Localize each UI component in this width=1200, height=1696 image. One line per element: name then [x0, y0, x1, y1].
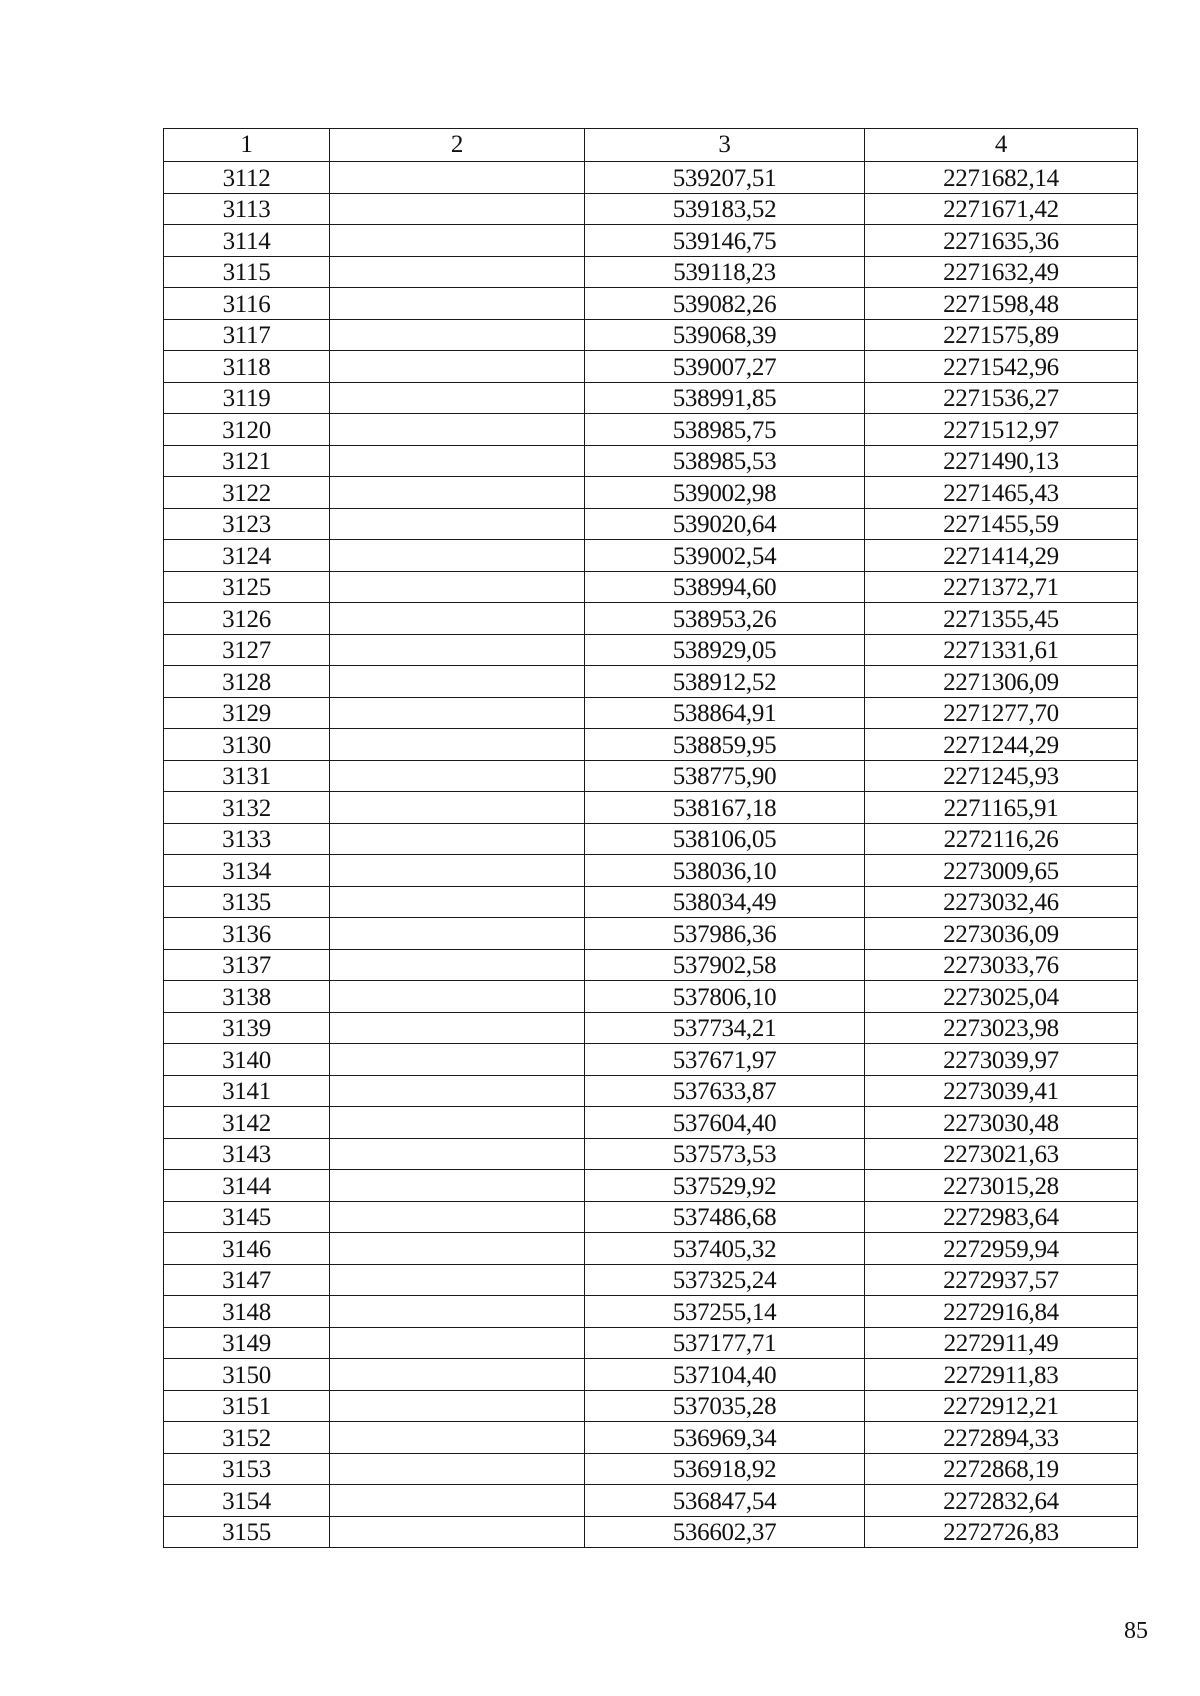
column-2-cell — [330, 1012, 585, 1044]
point-number-cell: 3135 — [164, 886, 330, 918]
point-number-cell: 3141 — [164, 1075, 330, 1107]
x-coordinate-cell: 539183,52 — [585, 193, 865, 225]
table-row — [164, 823, 1138, 855]
y-coordinate-cell: 2273015,28 — [865, 1170, 1138, 1202]
column-2-cell — [330, 162, 585, 194]
table-body — [164, 162, 1138, 1548]
column-2-cell — [330, 1107, 585, 1139]
x-coordinate-cell: 537104,40 — [585, 1359, 865, 1391]
table-row — [164, 603, 1138, 635]
table-row — [164, 508, 1138, 540]
x-coordinate-cell: 537902,58 — [585, 949, 865, 981]
column-2-cell — [330, 823, 585, 855]
point-number-cell: 3112 — [164, 162, 330, 194]
y-coordinate-cell: 2273033,76 — [865, 949, 1138, 981]
table-row — [164, 1138, 1138, 1170]
x-coordinate-cell: 537986,36 — [585, 918, 865, 950]
table-row — [164, 1201, 1138, 1233]
point-number-cell: 3119 — [164, 382, 330, 414]
point-number-cell: 3131 — [164, 760, 330, 792]
point-number-cell: 3118 — [164, 351, 330, 383]
point-number-cell: 3137 — [164, 949, 330, 981]
table-row — [164, 1359, 1138, 1391]
y-coordinate-cell: 2271632,49 — [865, 256, 1138, 288]
column-2-cell — [330, 540, 585, 572]
y-coordinate-cell: 2271542,96 — [865, 351, 1138, 383]
y-coordinate-cell: 2272868,19 — [865, 1453, 1138, 1485]
x-coordinate-cell: 539207,51 — [585, 162, 865, 194]
table-row — [164, 1516, 1138, 1548]
x-coordinate-cell: 537177,71 — [585, 1327, 865, 1359]
x-coordinate-cell: 538912,52 — [585, 666, 865, 698]
x-coordinate-cell: 538106,05 — [585, 823, 865, 855]
column-2-cell — [330, 1453, 585, 1485]
header-row — [164, 129, 1138, 162]
table-row — [164, 1233, 1138, 1265]
y-coordinate-cell: 2272832,64 — [865, 1485, 1138, 1517]
table-row — [164, 319, 1138, 351]
x-coordinate-cell: 539118,23 — [585, 256, 865, 288]
point-number-cell: 3146 — [164, 1233, 330, 1265]
x-coordinate-cell: 537325,24 — [585, 1264, 865, 1296]
table-row — [164, 445, 1138, 477]
column-header-4: 4 — [865, 129, 1138, 162]
column-2-cell — [330, 351, 585, 383]
table-row — [164, 981, 1138, 1013]
point-number-cell: 3138 — [164, 981, 330, 1013]
y-coordinate-cell: 2273030,48 — [865, 1107, 1138, 1139]
y-coordinate-cell: 2271331,61 — [865, 634, 1138, 666]
y-coordinate-cell: 2271277,70 — [865, 697, 1138, 729]
point-number-cell: 3153 — [164, 1453, 330, 1485]
y-coordinate-cell: 2272116,26 — [865, 823, 1138, 855]
table-row — [164, 225, 1138, 257]
table-row — [164, 918, 1138, 950]
x-coordinate-cell: 536969,34 — [585, 1422, 865, 1454]
column-2-cell — [330, 792, 585, 824]
y-coordinate-cell: 2273039,41 — [865, 1075, 1138, 1107]
table-row — [164, 697, 1138, 729]
y-coordinate-cell: 2272937,57 — [865, 1264, 1138, 1296]
column-2-cell — [330, 382, 585, 414]
point-number-cell: 3115 — [164, 256, 330, 288]
column-2-cell — [330, 886, 585, 918]
y-coordinate-cell: 2273021,63 — [865, 1138, 1138, 1170]
y-coordinate-cell: 2271598,48 — [865, 288, 1138, 320]
x-coordinate-cell: 538994,60 — [585, 571, 865, 603]
point-number-cell: 3122 — [164, 477, 330, 509]
y-coordinate-cell: 2271465,43 — [865, 477, 1138, 509]
x-coordinate-cell: 537671,97 — [585, 1044, 865, 1076]
y-coordinate-cell: 2272916,84 — [865, 1296, 1138, 1328]
column-2-cell — [330, 1327, 585, 1359]
point-number-cell: 3154 — [164, 1485, 330, 1517]
point-number-cell: 3142 — [164, 1107, 330, 1139]
table-row — [164, 162, 1138, 194]
column-2-cell — [330, 1296, 585, 1328]
table-row — [164, 1296, 1138, 1328]
x-coordinate-cell: 538034,49 — [585, 886, 865, 918]
x-coordinate-cell: 538775,90 — [585, 760, 865, 792]
column-2-cell — [330, 634, 585, 666]
table-row — [164, 949, 1138, 981]
column-2-cell — [330, 477, 585, 509]
y-coordinate-cell: 2272912,21 — [865, 1390, 1138, 1422]
table-row — [164, 1044, 1138, 1076]
x-coordinate-cell: 538991,85 — [585, 382, 865, 414]
table-row — [164, 1075, 1138, 1107]
table-row — [164, 1107, 1138, 1139]
y-coordinate-cell: 2273009,65 — [865, 855, 1138, 887]
table-row — [164, 288, 1138, 320]
column-2-cell — [330, 1075, 585, 1107]
y-coordinate-cell: 2272959,94 — [865, 1233, 1138, 1265]
x-coordinate-cell: 537573,53 — [585, 1138, 865, 1170]
column-2-cell — [330, 855, 585, 887]
point-number-cell: 3117 — [164, 319, 330, 351]
x-coordinate-cell: 538859,95 — [585, 729, 865, 761]
point-number-cell: 3113 — [164, 193, 330, 225]
y-coordinate-cell: 2273039,97 — [865, 1044, 1138, 1076]
point-number-cell: 3152 — [164, 1422, 330, 1454]
x-coordinate-cell: 539146,75 — [585, 225, 865, 257]
column-2-cell — [330, 225, 585, 257]
column-2-cell — [330, 1359, 585, 1391]
point-number-cell: 3139 — [164, 1012, 330, 1044]
column-2-cell — [330, 256, 585, 288]
table-row — [164, 634, 1138, 666]
point-number-cell: 3151 — [164, 1390, 330, 1422]
point-number-cell: 3116 — [164, 288, 330, 320]
column-2-cell — [330, 760, 585, 792]
table-row — [164, 1327, 1138, 1359]
column-2-cell — [330, 508, 585, 540]
column-2-cell — [330, 949, 585, 981]
x-coordinate-cell: 538929,05 — [585, 634, 865, 666]
x-coordinate-cell: 537405,32 — [585, 1233, 865, 1265]
point-number-cell: 3132 — [164, 792, 330, 824]
y-coordinate-cell: 2272894,33 — [865, 1422, 1138, 1454]
y-coordinate-cell: 2271512,97 — [865, 414, 1138, 446]
column-2-cell — [330, 1233, 585, 1265]
x-coordinate-cell: 539002,54 — [585, 540, 865, 572]
x-coordinate-cell: 539020,64 — [585, 508, 865, 540]
x-coordinate-cell: 536918,92 — [585, 1453, 865, 1485]
column-2-cell — [330, 319, 585, 351]
y-coordinate-cell: 2273023,98 — [865, 1012, 1138, 1044]
point-number-cell: 3155 — [164, 1516, 330, 1548]
table-header — [164, 129, 1138, 162]
table-row — [164, 792, 1138, 824]
point-number-cell: 3123 — [164, 508, 330, 540]
column-2-cell — [330, 1422, 585, 1454]
point-number-cell: 3125 — [164, 571, 330, 603]
point-number-cell: 3145 — [164, 1201, 330, 1233]
y-coordinate-cell: 2273032,46 — [865, 886, 1138, 918]
y-coordinate-cell: 2271165,91 — [865, 792, 1138, 824]
point-number-cell: 3144 — [164, 1170, 330, 1202]
point-number-cell: 3114 — [164, 225, 330, 257]
x-coordinate-cell: 536847,54 — [585, 1485, 865, 1517]
x-coordinate-cell: 537604,40 — [585, 1107, 865, 1139]
table-row — [164, 193, 1138, 225]
y-coordinate-cell: 2271682,14 — [865, 162, 1138, 194]
column-2-cell — [330, 1485, 585, 1517]
x-coordinate-cell: 536602,37 — [585, 1516, 865, 1548]
column-2-cell — [330, 1264, 585, 1296]
y-coordinate-cell: 2271245,93 — [865, 760, 1138, 792]
table-row — [164, 729, 1138, 761]
column-2-cell — [330, 288, 585, 320]
x-coordinate-cell: 539082,26 — [585, 288, 865, 320]
column-2-cell — [330, 666, 585, 698]
y-coordinate-cell: 2271671,42 — [865, 193, 1138, 225]
column-2-cell — [330, 571, 585, 603]
x-coordinate-cell: 539068,39 — [585, 319, 865, 351]
table-row — [164, 760, 1138, 792]
x-coordinate-cell: 538167,18 — [585, 792, 865, 824]
x-coordinate-cell: 537529,92 — [585, 1170, 865, 1202]
x-coordinate-cell: 537486,68 — [585, 1201, 865, 1233]
coordinates-table — [163, 128, 1138, 1548]
table-row — [164, 1264, 1138, 1296]
x-coordinate-cell: 539007,27 — [585, 351, 865, 383]
point-number-cell: 3124 — [164, 540, 330, 572]
y-coordinate-cell: 2272911,49 — [865, 1327, 1138, 1359]
table-row — [164, 1422, 1138, 1454]
y-coordinate-cell: 2271355,45 — [865, 603, 1138, 635]
table-row — [164, 351, 1138, 383]
column-2-cell — [330, 1516, 585, 1548]
y-coordinate-cell: 2271306,09 — [865, 666, 1138, 698]
y-coordinate-cell: 2272911,83 — [865, 1359, 1138, 1391]
y-coordinate-cell: 2271490,13 — [865, 445, 1138, 477]
table-row — [164, 540, 1138, 572]
column-2-cell — [330, 729, 585, 761]
y-coordinate-cell: 2271455,59 — [865, 508, 1138, 540]
column-2-cell — [330, 193, 585, 225]
column-2-cell — [330, 1044, 585, 1076]
point-number-cell: 3128 — [164, 666, 330, 698]
column-2-cell — [330, 981, 585, 1013]
table-row — [164, 855, 1138, 887]
y-coordinate-cell: 2273025,04 — [865, 981, 1138, 1013]
table-row — [164, 256, 1138, 288]
point-number-cell: 3150 — [164, 1359, 330, 1391]
x-coordinate-cell: 537633,87 — [585, 1075, 865, 1107]
page-number: 85 — [1124, 1618, 1148, 1644]
y-coordinate-cell: 2272726,83 — [865, 1516, 1138, 1548]
x-coordinate-cell: 537734,21 — [585, 1012, 865, 1044]
point-number-cell: 3126 — [164, 603, 330, 635]
x-coordinate-cell: 537806,10 — [585, 981, 865, 1013]
column-2-cell — [330, 414, 585, 446]
x-coordinate-cell: 538985,53 — [585, 445, 865, 477]
table-row — [164, 1453, 1138, 1485]
column-header-2: 2 — [330, 129, 585, 162]
point-number-cell: 3134 — [164, 855, 330, 887]
column-2-cell — [330, 445, 585, 477]
table-row — [164, 1390, 1138, 1422]
point-number-cell: 3147 — [164, 1264, 330, 1296]
y-coordinate-cell: 2271414,29 — [865, 540, 1138, 572]
point-number-cell: 3143 — [164, 1138, 330, 1170]
y-coordinate-cell: 2271635,36 — [865, 225, 1138, 257]
column-2-cell — [330, 603, 585, 635]
table-row — [164, 666, 1138, 698]
y-coordinate-cell: 2271372,71 — [865, 571, 1138, 603]
table-row — [164, 886, 1138, 918]
x-coordinate-cell: 539002,98 — [585, 477, 865, 509]
point-number-cell: 3149 — [164, 1327, 330, 1359]
table-row — [164, 571, 1138, 603]
y-coordinate-cell: 2271244,29 — [865, 729, 1138, 761]
point-number-cell: 3140 — [164, 1044, 330, 1076]
x-coordinate-cell: 538864,91 — [585, 697, 865, 729]
point-number-cell: 3130 — [164, 729, 330, 761]
point-number-cell: 3120 — [164, 414, 330, 446]
table-row — [164, 477, 1138, 509]
y-coordinate-cell: 2271536,27 — [865, 382, 1138, 414]
table-row — [164, 1485, 1138, 1517]
point-number-cell: 3127 — [164, 634, 330, 666]
point-number-cell: 3129 — [164, 697, 330, 729]
x-coordinate-cell: 537035,28 — [585, 1390, 865, 1422]
column-header-3: 3 — [585, 129, 865, 162]
column-2-cell — [330, 697, 585, 729]
x-coordinate-cell: 538985,75 — [585, 414, 865, 446]
y-coordinate-cell: 2273036,09 — [865, 918, 1138, 950]
column-2-cell — [330, 1390, 585, 1422]
point-number-cell: 3148 — [164, 1296, 330, 1328]
table-row — [164, 414, 1138, 446]
y-coordinate-cell: 2272983,64 — [865, 1201, 1138, 1233]
column-2-cell — [330, 918, 585, 950]
column-2-cell — [330, 1170, 585, 1202]
point-number-cell: 3133 — [164, 823, 330, 855]
y-coordinate-cell: 2271575,89 — [865, 319, 1138, 351]
table-row — [164, 1012, 1138, 1044]
point-number-cell: 3136 — [164, 918, 330, 950]
point-number-cell: 3121 — [164, 445, 330, 477]
table-row — [164, 382, 1138, 414]
x-coordinate-cell: 538953,26 — [585, 603, 865, 635]
table-row — [164, 1170, 1138, 1202]
column-2-cell — [330, 1201, 585, 1233]
x-coordinate-cell: 537255,14 — [585, 1296, 865, 1328]
column-header-1: 1 — [164, 129, 330, 162]
x-coordinate-cell: 538036,10 — [585, 855, 865, 887]
column-2-cell — [330, 1138, 585, 1170]
